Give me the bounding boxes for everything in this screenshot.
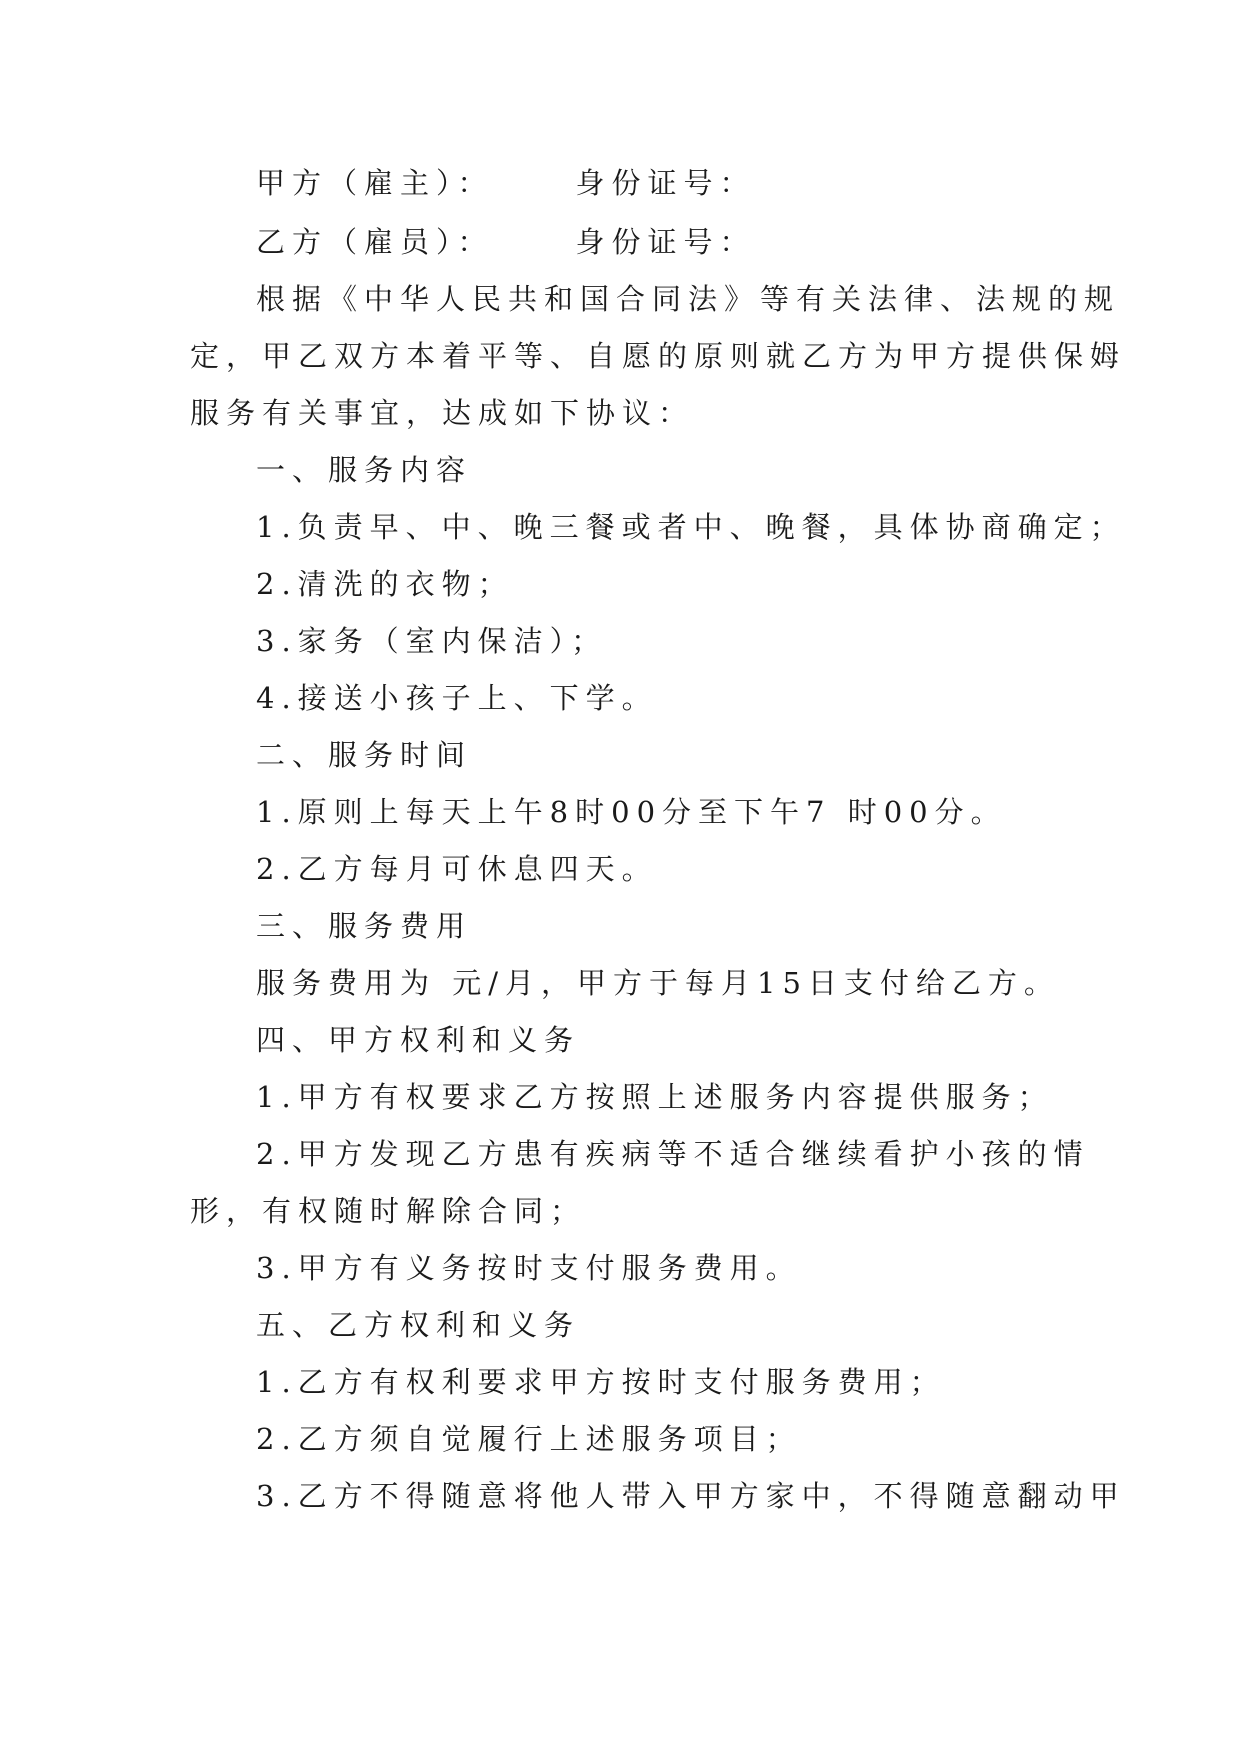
- section-1-item-4: 4.接送小孩子上、下学。: [256, 681, 658, 715]
- section-4-item-2-line-2: 形，有权随时解除合同；: [190, 1194, 587, 1228]
- intro-line-2: 定，甲乙双方本着平等、自愿的原则就乙方为甲方提供保姆: [190, 339, 1127, 373]
- section-2-title: 二、服务时间: [256, 738, 473, 772]
- section-3-title: 三、服务费用: [256, 909, 473, 943]
- party-a-id-label: 身份证号：: [575, 166, 756, 200]
- section-1-title: 一、服务内容: [256, 453, 473, 487]
- section-5-item-2: 2.乙方须自觉履行上述服务项目；: [256, 1422, 802, 1456]
- section-2-item-1: 1.原则上每天上午8时00分至下午7 时00分。: [256, 795, 1007, 829]
- section-4-title: 四、甲方权利和义务: [256, 1023, 581, 1057]
- intro-line-3: 服务有关事宜，达成如下协议：: [190, 396, 695, 430]
- section-4-item-3: 3.甲方有义务按时支付服务费用。: [256, 1251, 802, 1285]
- party-a-row: [256, 163, 756, 203]
- section-5-title: 五、乙方权利和义务: [256, 1308, 581, 1342]
- section-3-item-1: 服务费用为 元/月，甲方于每月15日支付给乙方。: [256, 966, 1060, 1000]
- intro-line-1: 根据《中华人民共和国合同法》等有关法律、法规的规: [256, 282, 1121, 316]
- section-1-item-3: 3.家务（室内保洁）；: [256, 624, 608, 658]
- section-5-item-1: 1.乙方有权利要求甲方按时支付服务费用；: [256, 1365, 946, 1399]
- party-b-row: [256, 222, 756, 262]
- section-1-item-1: 1.负责早、中、晚三餐或者中、晚餐，具体协商确定；: [256, 510, 1126, 544]
- party-b-label: 乙方（雇员）：: [256, 225, 494, 259]
- section-2-item-2: 2.乙方每月可休息四天。: [256, 852, 658, 886]
- section-5-item-3: 3.乙方不得随意将他人带入甲方家中，不得随意翻动甲: [256, 1479, 1126, 1513]
- section-4-item-2-line-1: 2.甲方发现乙方患有疾病等不适合继续看护小孩的情: [256, 1137, 1090, 1171]
- section-4-item-1: 1.甲方有权要求乙方按照上述服务内容提供服务；: [256, 1080, 1054, 1114]
- section-1-item-2: 2.清洗的衣物；: [256, 567, 514, 601]
- party-b-id-label: 身份证号：: [575, 225, 756, 259]
- party-a-label: 甲方（雇主）：: [256, 166, 494, 200]
